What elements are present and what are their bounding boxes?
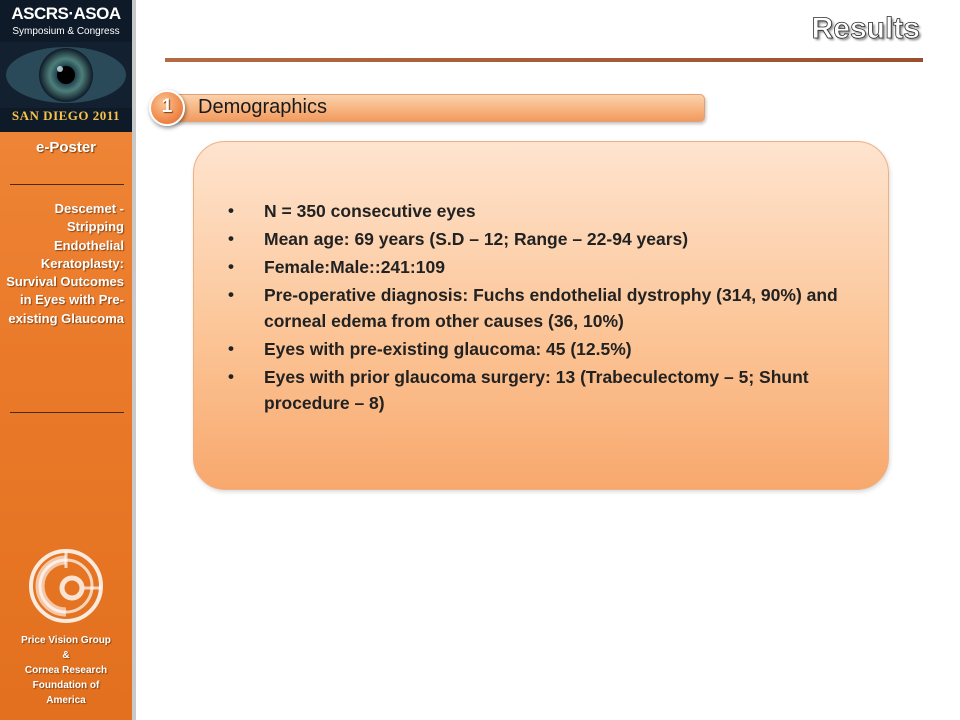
title-divider (165, 58, 923, 62)
section-number: 1 (161, 96, 173, 117)
section-header (165, 94, 705, 122)
credit-line: Foundation of (32, 680, 100, 691)
divider (10, 184, 124, 185)
section-number-badge (149, 90, 185, 126)
pvg-logo-icon (28, 548, 104, 624)
eye-icon (0, 42, 132, 108)
bullet-item: • Pre-operative diagnosis: Fuchs endothelial dystrophy (314, 90%) and corneal edema from other causes (36, 10%) (228, 282, 848, 334)
content-panel (193, 141, 889, 490)
credit-line: Price Vision Group (21, 635, 111, 646)
bullet-item: • Mean age: 69 years (S.D – 12; Range – 22-94 years) (228, 226, 848, 252)
sidebar-edge (132, 0, 136, 720)
divider (10, 412, 124, 413)
credit-line: America (46, 695, 86, 706)
bullet-item: • N = 350 consecutive eyes (228, 198, 848, 224)
bullet-list (228, 198, 848, 418)
bullet-item: • Eyes with pre-existing glaucoma: 45 (12.5%) (228, 336, 848, 362)
eposter-label: e-Poster (35, 139, 97, 156)
credit-line: & (62, 650, 70, 661)
congress-logo (0, 0, 132, 132)
credit-line: Cornea Research (24, 665, 108, 676)
bullet-item: • Eyes with prior glaucoma surgery: 13 (Trabeculectomy – 5; Shunt procedure – 8) (228, 364, 848, 416)
credit (4, 633, 128, 708)
sidebar (0, 0, 132, 720)
page-title: Results (811, 12, 920, 45)
logo-subtitle: Symposium & Congress (12, 26, 120, 37)
logo-city: SAN DIEGO 2011 (11, 108, 121, 123)
bullet-item: • Female:Male::241:109 (228, 254, 848, 280)
poster-title: Descemet - Stripping Endothelial Keratoplasty: Survival Outcomes in Eyes with Pre-existing Glaucoma (6, 201, 124, 326)
section-title: Demographics (198, 96, 327, 118)
logo-title: ASCRS·ASOA (11, 4, 121, 23)
